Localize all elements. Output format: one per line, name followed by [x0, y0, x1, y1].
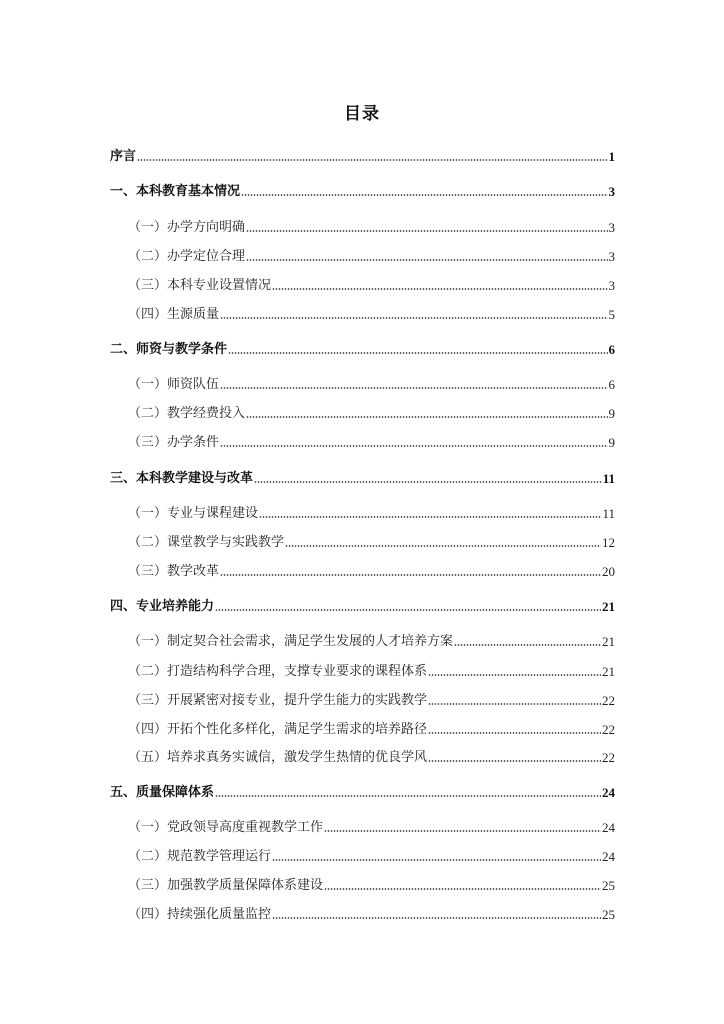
toc-entry-page: 22 [602, 750, 615, 765]
toc-entry-label: 二、师资与教学条件 [110, 342, 228, 357]
toc-title: 目录 [344, 104, 380, 124]
dot-leader [454, 643, 601, 647]
dot-leader [220, 444, 607, 448]
toc-entry-label: （二）课堂教学与实践教学 [128, 535, 285, 550]
toc-entry-label: （一）专业与课程建设 [128, 506, 259, 521]
toc-entry[interactable] [110, 245, 615, 265]
toc-entry[interactable] [110, 630, 615, 650]
toc-entry-label: （五）培养求真务实诚信，激发学生热情的优良学风 [128, 750, 428, 765]
toc-entry-page: 3 [608, 278, 615, 293]
toc-entry-page: 21 [602, 599, 615, 614]
toc-entry[interactable] [110, 216, 615, 236]
dot-leader [228, 351, 607, 355]
toc-entry[interactable] [110, 845, 615, 865]
toc-entry[interactable] [110, 746, 615, 766]
toc-entry-page: 25 [602, 878, 615, 893]
toc-entry[interactable] [110, 903, 615, 923]
dot-leader [285, 544, 601, 548]
toc-entry-label: 一、本科教育基本情况 [110, 184, 241, 199]
toc-entry-page: 9 [608, 435, 615, 450]
toc-entry-label: （一）师资队伍 [128, 377, 220, 392]
dot-leader [272, 858, 601, 862]
toc-entry-label: 五、质量保障体系 [110, 785, 215, 800]
toc-entry-label: （一）党政领导高度重视教学工作 [128, 820, 324, 835]
toc-entry-label: （二）教学经费投入 [128, 406, 246, 421]
toc-entry-label: 序言 [110, 149, 137, 164]
dot-leader [215, 794, 601, 798]
toc-entry-label: （四）生源质量 [128, 307, 220, 322]
dot-leader [428, 673, 601, 677]
toc-entry-label: （三）教学改革 [128, 564, 220, 579]
toc-entry-page: 24 [602, 820, 615, 835]
toc-entry-page: 3 [608, 184, 615, 199]
toc-entry-label: （二）打造结构科学合理，支撑专业要求的课程体系 [128, 664, 428, 679]
toc-entry-page: 21 [602, 664, 615, 679]
toc-entry[interactable] [110, 303, 615, 323]
toc-entry-page: 3 [608, 220, 615, 235]
toc-entry-page: 11 [602, 506, 615, 521]
toc-entry-label: （二）办学定位合理 [128, 249, 246, 264]
dot-leader [220, 316, 607, 320]
toc-entry-page: 6 [608, 377, 615, 392]
toc-entry[interactable] [110, 145, 615, 165]
toc-entry-page: 20 [602, 564, 615, 579]
toc-entry[interactable] [110, 718, 615, 738]
dot-leader [246, 229, 607, 233]
toc-entry[interactable] [110, 373, 615, 393]
toc-entry-label: （三）加强教学质量保障体系建设 [128, 878, 324, 893]
dot-leader [246, 415, 607, 419]
dot-leader [220, 386, 607, 390]
toc-entry[interactable] [110, 816, 615, 836]
toc-entry[interactable] [110, 402, 615, 422]
dot-leader [428, 731, 601, 735]
toc-entry[interactable] [110, 689, 615, 709]
toc-entry-page: 21 [602, 634, 615, 649]
toc-entry-label: （四）开拓个性化多样化，满足学生需求的培养路径 [128, 722, 428, 737]
dot-leader [272, 287, 607, 291]
toc-entry-page: 9 [608, 406, 615, 421]
toc-entry[interactable] [110, 467, 615, 487]
toc-entry-page: 3 [608, 249, 615, 264]
toc-entry-label: （四）持续强化质量监控 [128, 907, 272, 922]
dot-leader [324, 887, 601, 891]
toc-entry[interactable] [110, 531, 615, 551]
toc-entry-page: 6 [608, 342, 615, 357]
toc-entry[interactable] [110, 502, 615, 522]
toc-entry[interactable] [110, 431, 615, 451]
toc-entry-page: 25 [602, 907, 615, 922]
toc-entry-label: （一）办学方向明确 [128, 220, 246, 235]
toc-entry-label: 三、本科教学建设与改革 [110, 471, 254, 486]
toc-entry[interactable] [110, 180, 615, 200]
toc-entry[interactable] [110, 660, 615, 680]
dot-leader [137, 158, 607, 162]
toc-entry-label: （三）办学条件 [128, 435, 220, 450]
toc-entry-page: 1 [608, 149, 615, 164]
dot-leader [215, 608, 601, 612]
dot-leader [241, 193, 607, 197]
dot-leader [324, 829, 601, 833]
toc-entry[interactable] [110, 274, 615, 294]
dot-leader [259, 515, 601, 519]
toc-entry-label: （三）本科专业设置情况 [128, 278, 272, 293]
toc-entry-page: 24 [602, 785, 615, 800]
toc-entry-label: （二）规范教学管理运行 [128, 849, 272, 864]
dot-leader [246, 258, 607, 262]
toc-entry-page: 5 [608, 307, 615, 322]
toc-entry-label: （三）开展紧密对接专业，提升学生能力的实践教学 [128, 693, 428, 708]
dot-leader [220, 573, 601, 577]
toc-entry-page: 24 [602, 849, 615, 864]
dot-leader [254, 480, 602, 484]
toc-entry[interactable] [110, 781, 615, 801]
dot-leader [428, 759, 601, 763]
toc-entry-page: 22 [602, 693, 615, 708]
toc-entry-page: 12 [602, 535, 615, 550]
toc-entry-page: 11 [602, 471, 615, 486]
toc-entry[interactable] [110, 595, 615, 615]
toc-entry-label: （一）制定契合社会需求，满足学生发展的人才培养方案 [128, 634, 454, 649]
toc-entry-page: 22 [602, 722, 615, 737]
toc-entry-label: 四、专业培养能力 [110, 599, 215, 614]
toc-entry[interactable] [110, 560, 615, 580]
toc-entry[interactable] [110, 338, 615, 358]
dot-leader [272, 916, 601, 920]
dot-leader [428, 702, 601, 706]
toc-entry[interactable] [110, 874, 615, 894]
